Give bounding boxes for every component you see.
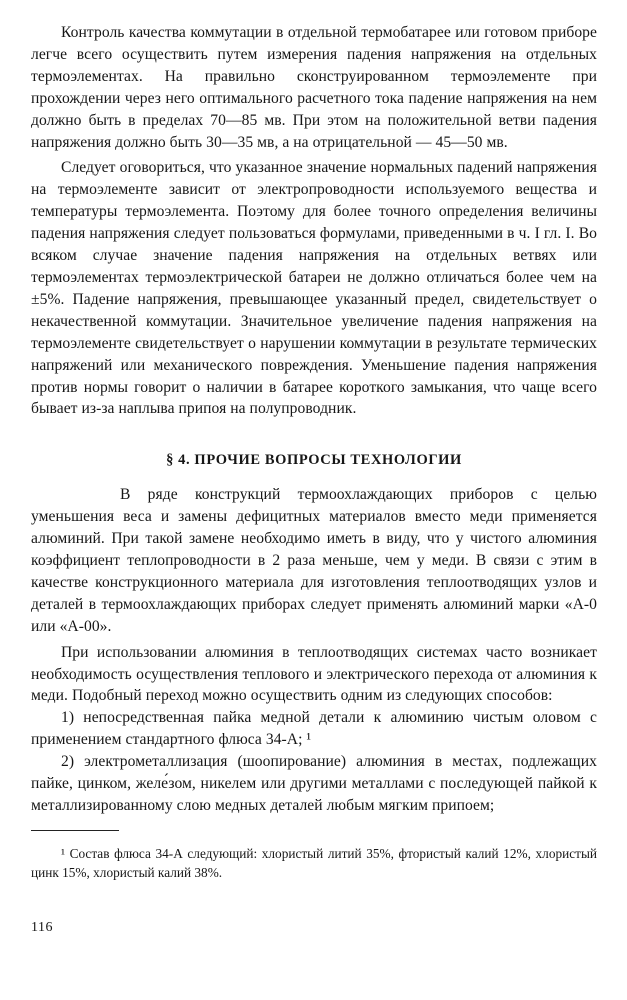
- page-number: 116: [31, 920, 53, 935]
- paragraph-aluminum-copper-transition: При использовании алюминия в теплоотводящих системах часто возникает необходимость осуществления теплового и электрического перехода от алюминия к меди. Подобный переход можно осуществить одним из следующих способов:: [31, 643, 597, 705]
- paragraph-aluminum-use: В ряде конструкций термоохлаждающих приборов с целью уменьшения веса и замены дефицитных материалов вместо меди применяется алюминий. При такой замене необходимо иметь в виду, что у чистого алюминия коэффициент теплопроводности в 2 раза меньше, чем у меди. В связи с этим в качестве конструкционного материала для изготовления теплоотводящих узлов и деталей в термоохлаждающих приборах следует применять алюминий марки «А-0 или «А-00».: [31, 486, 597, 635]
- footnote-divider: [31, 830, 119, 831]
- footnote: ¹ Состав флюса 34-А следующий: хлористый литий 35%, фтористый калий 12%, хлористый цинк 15%, хлористый калий 38%.: [31, 845, 597, 881]
- document-page: [31, 22, 597, 882]
- section-heading: § 4. ПРОЧИЕ ВОПРОСЫ ТЕХНОЛОГИИ: [166, 452, 462, 469]
- paragraph-voltage-drop-note: Следует оговориться, что указанное значение нормальных падений напряжения на термоэлементе зависит от электропроводности используемого вещества и температуры термоэлемента. Поэтому для более точного определения величины падения напряжения следует пользоваться формулами, приведенными в ч. I гл. I. Во всяком случае значение падения напряжения на отдельных ветвях или термоэлементах термоэлектрической батареи не должно отличаться более чем на ±5%. Падение напряжения, превышающее указанный предел, свидетельствует о некачественной коммутации. Значительное увеличение падения напряжения на термоэлементе свидетельствует о нарушении коммутации в результате термических напряжений или механического повреждения. Уменьшение падения напряжения против нормы говорит о наличии в батарее короткого замыкания, что чаще всего бывает из-за наплыва припоя на полупроводник.: [31, 159, 597, 418]
- list-item-electrometallization: 2) электрометаллизация (шоопирование) алюминия в местах, подлежащих пайке, цинком, желе́зом, никелем или другими металлами с последующей пайкой к металлизированному слою медных деталей любым мягким припоем;: [31, 753, 597, 814]
- list-item-direct-soldering: 1) непосредственная пайка медной детали к алюминию чистым оловом с применением стандартного флюса 34-А; ¹: [31, 709, 597, 749]
- paragraph-commutation-control: Контроль качества коммутации в отдельной термобатарее или готовом приборе легче всего осуществить путем измерения падения напряжения на отдельных термоэлементах. На правильно сконструированном термоэлементе при прохождении через него оптимального расчетного тока падение напряжения на нем должно быть в пределах 70—85 мв. При этом на положительной ветви падения напряжения должно быть 30—35 мв, а на отрицательной — 45—50 мв.: [31, 24, 597, 151]
